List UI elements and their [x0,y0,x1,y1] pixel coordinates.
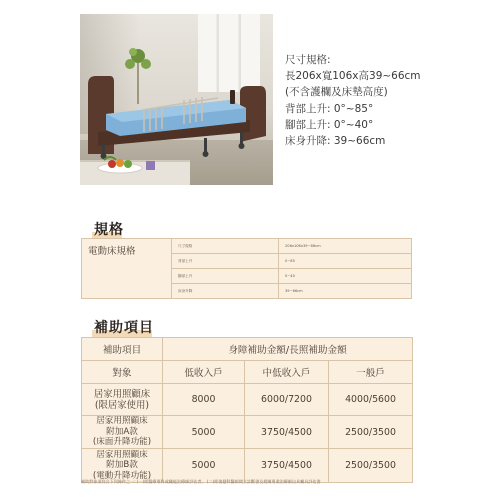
column-header-general: 一般戶 [329,361,413,384]
spec-summary [285,52,495,149]
subsidy-item-header: 補助項目 [82,338,163,361]
spec-value: 0~85 [279,254,412,269]
cell-mid-low-income: 6000/7200 [245,384,329,416]
spec-value: 0~40 [279,269,412,284]
spec-line-note: (不含護欄及床墊高度) [285,86,388,99]
spec-key: 床身升降 [172,284,279,299]
spec-line-height: 床身升降: 39~66cm [285,135,386,148]
row-label: 居家用照顧床 附加A款 (床面升降功能) [82,416,163,449]
spec-key: 背部上升 [172,254,279,269]
cell-general: 2500/3500 [329,416,413,449]
cell-general: 2500/3500 [329,449,413,483]
spec-key: 尺寸規格 [172,239,279,254]
subsidy-heading: 補助項目 [94,320,154,336]
cell-mid-low-income: 3750/4500 [245,416,329,449]
fruit-bowl-illustration [90,152,160,176]
row-label: 居家用照顧床 (限居家使用) [82,384,163,416]
cell-low-income: 8000 [163,384,245,416]
column-header-low-income: 低收入戶 [163,361,245,384]
cell-general: 4000/5600 [329,384,413,416]
table-row [82,449,413,483]
cell-low-income: 5000 [163,449,245,483]
spec-value: 206x106x39~66cm [279,239,412,254]
column-header-mid-low-income: 中低收入戶 [245,361,329,384]
row-label: 居家用照顧床 附加B款 (電動升降功能) [82,449,163,483]
table-row [82,416,413,449]
spec-summary-title: 尺寸規格: [285,54,331,66]
subsidy-group-header: 身障補助金額/長照補助金額 [163,338,413,361]
cell-mid-low-income: 3750/4500 [245,449,329,483]
spec-table-label: 電動床規格 [82,239,172,299]
spec-heading: 規格 [94,222,124,238]
spec-key: 腳部上升 [172,269,279,284]
subsidy-table [81,337,413,483]
spec-line-leg-raise: 腳部上升: 0°~40° [285,118,374,131]
spec-table [81,238,412,299]
product-photo [80,14,273,185]
spec-line-dimensions: 長206x寬106x高39~66cm [285,70,421,83]
subsidy-footnote: 補助對象須符合下列條件之一: (一)經醫療專科或職能治療師評估者。 (二)經復健科醫師開立診斷書及相關專業治療師出具輔具評估書 [81,479,321,484]
spec-line-back-raise: 背部上升: 0°~85° [285,102,374,115]
subsidy-target-header: 對象 [82,361,163,384]
table-row [82,384,413,416]
spec-value: 39~66cm [279,284,412,299]
cell-low-income: 5000 [163,416,245,449]
